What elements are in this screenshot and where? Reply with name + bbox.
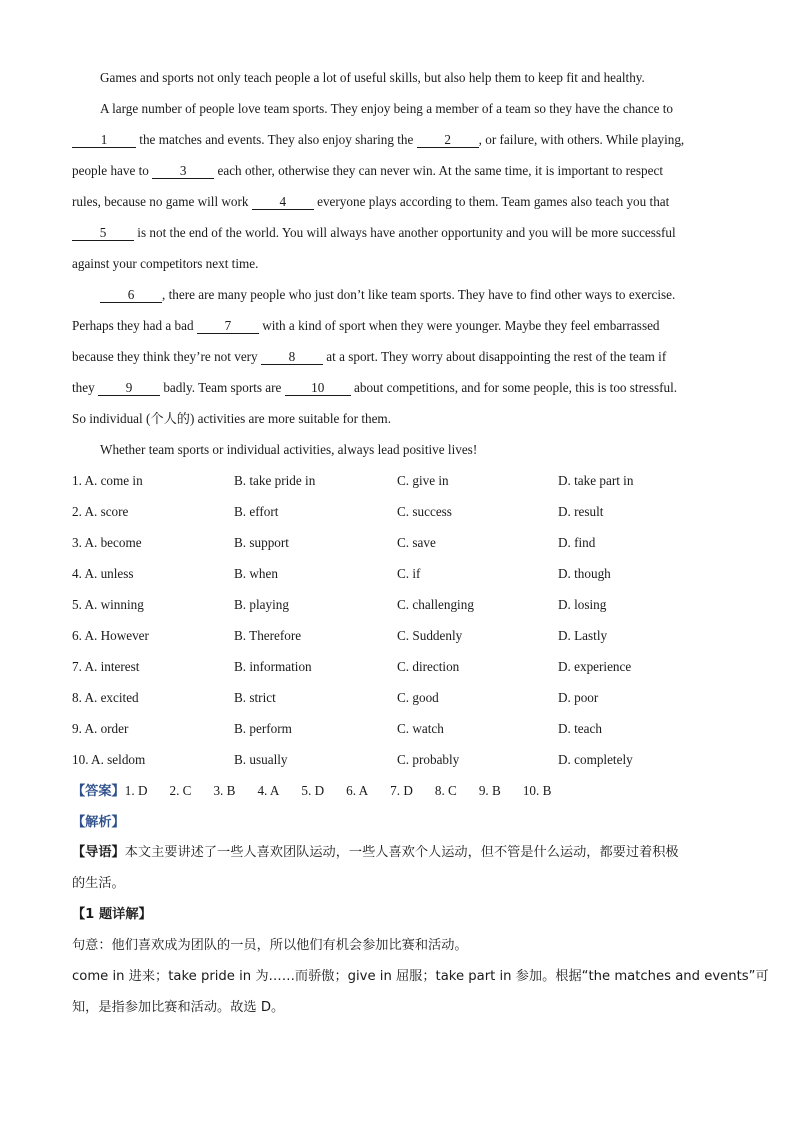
blank-6: 6 xyxy=(100,287,162,303)
question-row xyxy=(72,651,722,682)
passage-line xyxy=(72,403,722,434)
question-options-list xyxy=(72,465,722,775)
blank-9: 9 xyxy=(98,380,160,396)
text: badly. Team sports are xyxy=(163,380,282,395)
blank-10: 10 xyxy=(285,380,351,396)
answer-row xyxy=(72,775,722,806)
text: rules, because no game will work xyxy=(72,194,249,209)
q1-sentence-meaning: 句意：他们喜欢成为团队的一员，所以他们有机会参加比赛和活动。 xyxy=(72,938,468,953)
option-c: C. good xyxy=(397,690,439,705)
passage-line xyxy=(72,217,722,248)
option-a: 10. A. seldom xyxy=(72,752,146,767)
text: against your competitors next time. xyxy=(72,256,259,271)
text: with a kind of sport when they were younger. Maybe they feel embarrassed xyxy=(262,318,660,333)
option-d: D. losing xyxy=(558,597,607,612)
analysis-label: 【解析】 xyxy=(72,814,125,829)
passage-line xyxy=(72,186,722,217)
question-row xyxy=(72,527,722,558)
answer-item: 10. B xyxy=(522,783,552,798)
passage-paragraph-3-line-1 xyxy=(72,279,722,310)
passage-paragraph-2-line-1 xyxy=(72,93,722,124)
guide-section xyxy=(72,837,769,1023)
option-c: C. direction xyxy=(397,659,460,674)
question-row xyxy=(72,682,722,713)
answer-item: 6. A xyxy=(346,783,369,798)
answer-item: 2. C xyxy=(169,783,192,798)
question-row xyxy=(72,744,722,775)
option-a: 7. A. interest xyxy=(72,659,140,674)
option-c: C. save xyxy=(397,535,436,550)
text: they xyxy=(72,380,95,395)
option-a: 3. A. become xyxy=(72,535,142,550)
option-c: C. Suddenly xyxy=(397,628,463,643)
passage-line xyxy=(72,248,722,279)
q1-conclusion: 知，是指参加比赛和活动。故选 D。 xyxy=(72,1000,285,1015)
question-row xyxy=(72,558,722,589)
option-a: 5. A. winning xyxy=(72,597,144,612)
text: Perhaps they had a bad xyxy=(72,318,194,333)
option-c: C. if xyxy=(397,566,421,581)
blank-4: 4 xyxy=(252,194,314,210)
text: everyone plays according to them. Team games also teach you that xyxy=(317,194,670,209)
blank-2: 2 xyxy=(417,132,479,148)
guide-label: 【导语】 xyxy=(72,845,125,860)
option-a: 9. A. order xyxy=(72,721,129,736)
option-b: B. information xyxy=(234,659,312,674)
option-a: 2. A. score xyxy=(72,504,129,519)
option-d: D. result xyxy=(558,504,604,519)
passage-paragraph-4 xyxy=(72,434,722,465)
text: the matches and events. They also enjoy sharing the xyxy=(139,132,414,147)
option-d: D. poor xyxy=(558,690,599,705)
exam-page xyxy=(72,62,769,1023)
text: Whether team sports or individual activities, always lead positive lives! xyxy=(100,442,478,457)
question-row xyxy=(72,496,722,527)
q1-explanation: come in 进来；take pride in 为……而骄傲；give in 屈服；take part in 参加。根据“the matches and events”可 xyxy=(72,969,769,984)
answer-item: 3. B xyxy=(213,783,236,798)
option-d: D. completely xyxy=(558,752,633,767)
option-c: C. success xyxy=(397,504,452,519)
passage-line xyxy=(72,372,722,403)
option-d: D. Lastly xyxy=(558,628,608,643)
text: So individual (个人的) activities are more suitable for them. xyxy=(72,411,391,426)
option-b: B. Therefore xyxy=(234,628,302,643)
option-a: 8. A. excited xyxy=(72,690,139,705)
passage-paragraph-1 xyxy=(72,62,722,93)
text: , or failure, with others. While playing, xyxy=(478,132,685,147)
text: is not the end of the world. You will always have another opportunity and you will be more successful xyxy=(137,225,676,240)
text: people have to xyxy=(72,163,149,178)
answer-items xyxy=(125,783,574,798)
text: each other, otherwise they can never win. At the same time, it is important to respect xyxy=(217,163,664,178)
q1-detail-label: 【1 题详解】 xyxy=(72,907,152,922)
answer-item: 9. B xyxy=(478,783,501,798)
option-a: 6. A. However xyxy=(72,628,149,643)
option-d: D. experience xyxy=(558,659,632,674)
option-a: 4. A. unless xyxy=(72,566,134,581)
option-b: B. effort xyxy=(234,504,279,519)
passage-line xyxy=(72,341,722,372)
text: about competitions, and for some people, this is too stressful. xyxy=(354,380,678,395)
answer-item: 7. D xyxy=(390,783,413,798)
text: , there are many people who just don’t like team sports. They have to find other ways to exercise. xyxy=(162,287,676,302)
blank-3: 3 xyxy=(152,163,214,179)
option-c: C. watch xyxy=(397,721,444,736)
question-row xyxy=(72,713,722,744)
option-b: B. take pride in xyxy=(234,473,316,488)
question-row xyxy=(72,620,722,651)
answer-item: 8. C xyxy=(434,783,457,798)
option-d: D. find xyxy=(558,535,596,550)
guide-text: 本文主要讲述了一些人喜欢团队运动，一些人喜欢个人运动，但不管是什么运动，都要过着积极 xyxy=(124,845,679,860)
answer-label: 【答案】 xyxy=(72,783,125,798)
option-b: B. usually xyxy=(234,752,288,767)
passage-line xyxy=(72,310,722,341)
question-row xyxy=(72,589,722,620)
answer-item: 4. A xyxy=(257,783,280,798)
option-c: C. probably xyxy=(397,752,460,767)
text: at a sport. They worry about disappointing the rest of the team if xyxy=(326,349,667,364)
text: Games and sports not only teach people a lot of useful skills, but also help them to keep fit and healthy. xyxy=(100,70,645,85)
blank-8: 8 xyxy=(261,349,323,365)
option-d: D. though xyxy=(558,566,611,581)
option-b: B. strict xyxy=(234,690,276,705)
option-c: C. give in xyxy=(397,473,449,488)
text: A large number of people love team sports. They enjoy being a member of a team so they have the chance to xyxy=(100,101,673,116)
guide-text-2: 的生活。 xyxy=(72,876,125,891)
option-b: B. perform xyxy=(234,721,292,736)
blank-1: 1 xyxy=(72,132,136,148)
blank-7: 7 xyxy=(197,318,259,334)
passage-line xyxy=(72,124,722,155)
option-b: B. playing xyxy=(234,597,289,612)
option-d: D. teach xyxy=(558,721,602,736)
text: because they think they’re not very xyxy=(72,349,258,364)
question-row xyxy=(72,465,722,496)
option-c: C. challenging xyxy=(397,597,474,612)
answer-item: 1. D xyxy=(124,783,148,798)
passage-line xyxy=(72,155,722,186)
option-d: D. take part in xyxy=(558,473,634,488)
blank-5: 5 xyxy=(72,225,134,241)
option-b: B. when xyxy=(234,566,278,581)
answer-item: 5. D xyxy=(301,783,325,798)
option-b: B. support xyxy=(234,535,289,550)
option-a: 1. A. come in xyxy=(72,473,143,488)
